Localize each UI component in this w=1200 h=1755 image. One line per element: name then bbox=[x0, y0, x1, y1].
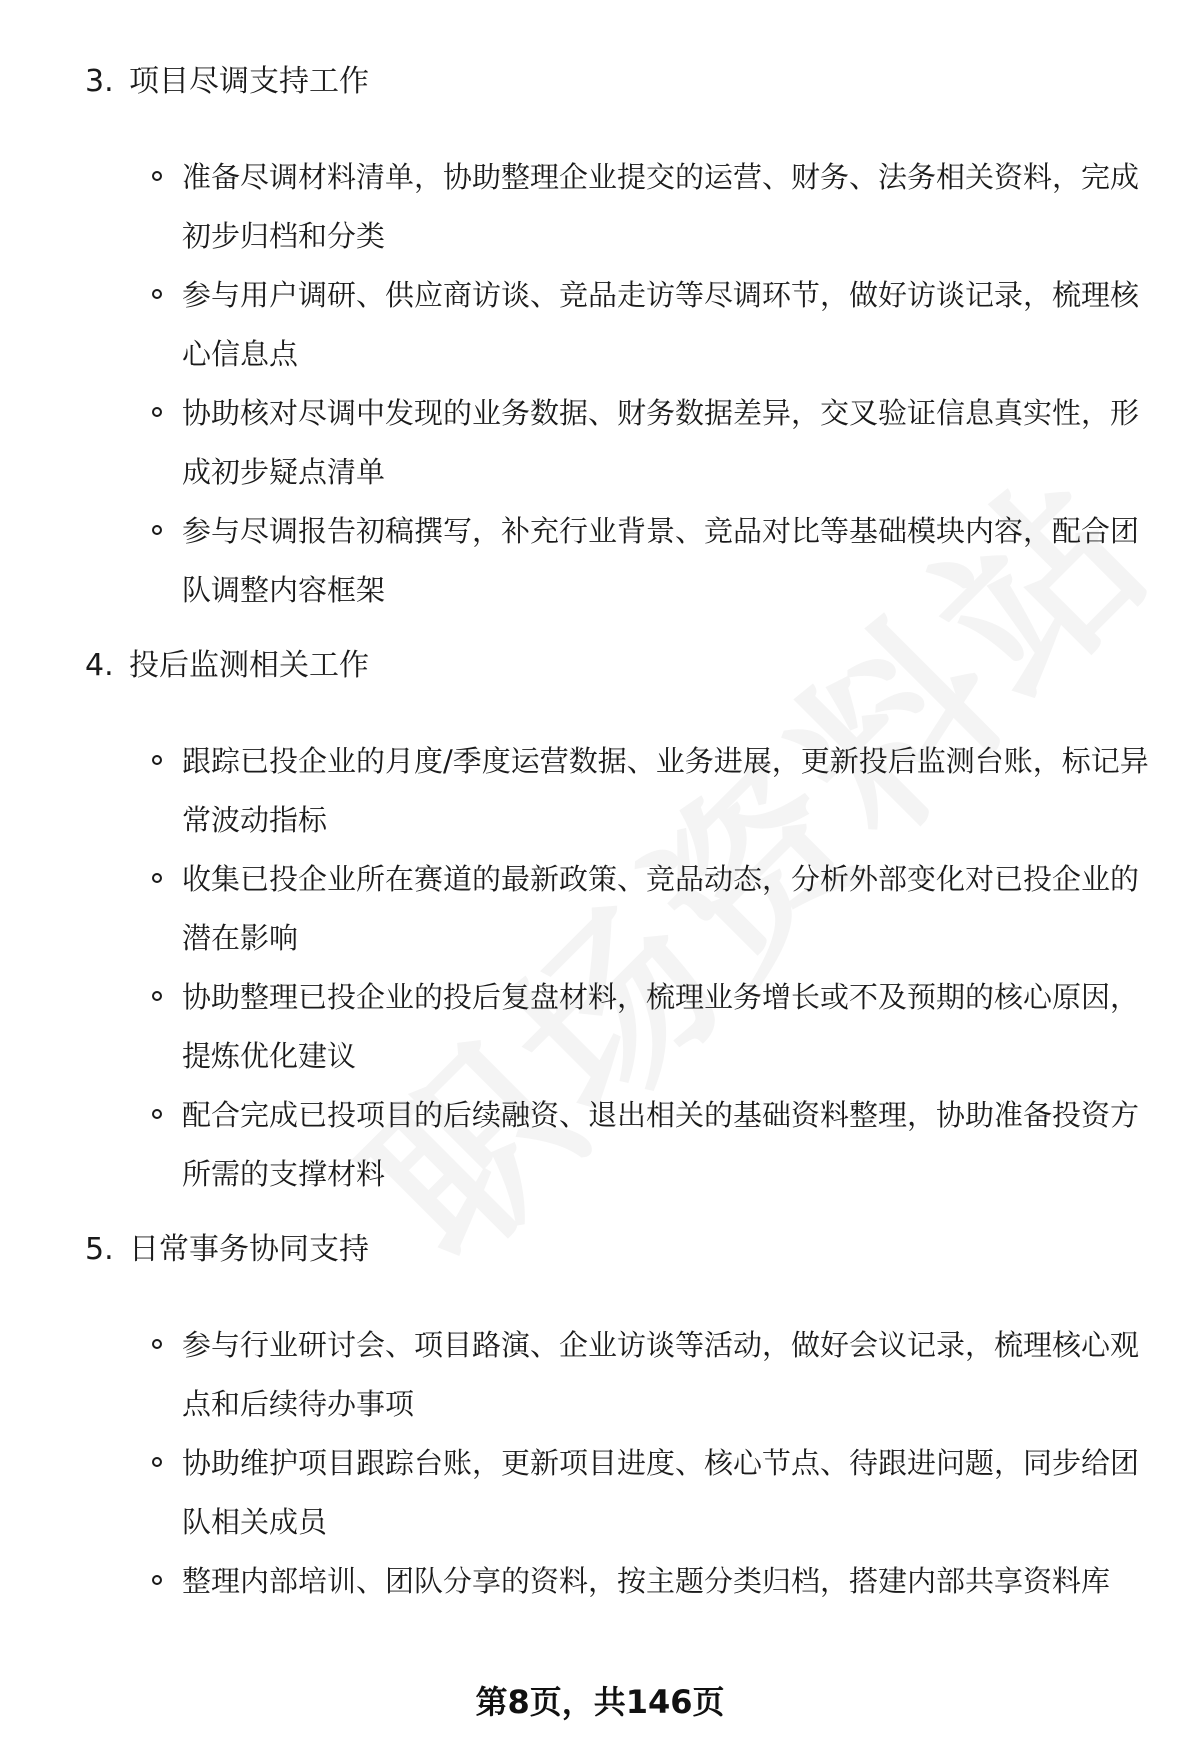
section-3 bbox=[0, 62, 1200, 620]
list-item-text: 收集已投企业所在赛道的最新政策、竞品动态，分析外部变化对已投企业的潜在影响 bbox=[182, 862, 1140, 955]
section-number: 5. bbox=[85, 1232, 114, 1267]
section-heading bbox=[85, 1230, 1200, 1270]
list-item-text: 跟踪已投企业的月度/季度运营数据、业务进展，更新投后监测台账，标记异常波动指标 bbox=[182, 744, 1149, 837]
section-title: 项目尽调支持工作 bbox=[129, 64, 369, 99]
list-item-text: 协助核对尽调中发现的业务数据、财务数据差异，交叉验证信息真实性，形成初步疑点清单 bbox=[182, 396, 1140, 489]
bullet-circle-icon bbox=[152, 1339, 162, 1349]
bullet-list bbox=[0, 732, 1200, 1204]
section-heading bbox=[85, 646, 1200, 686]
list-item bbox=[182, 1434, 1150, 1552]
list-item-text: 协助维护项目跟踪台账，更新项目进度、核心节点、待跟进问题，同步给团队相关成员 bbox=[182, 1446, 1140, 1539]
bullet-circle-icon bbox=[152, 525, 162, 535]
bullet-circle-icon bbox=[152, 755, 162, 765]
list-item-text: 协助整理已投企业的投后复盘材料，梳理业务增长或不及预期的核心原因，提炼优化建议 bbox=[182, 980, 1140, 1073]
list-item-text: 参与尽调报告初稿撰写，补充行业背景、竞品对比等基础模块内容，配合团队调整内容框架 bbox=[182, 514, 1140, 607]
list-item bbox=[182, 148, 1150, 266]
list-item bbox=[182, 384, 1150, 502]
list-item-text: 参与用户调研、供应商访谈、竞品走访等尽调环节，做好访谈记录，梳理核心信息点 bbox=[182, 278, 1140, 371]
section-number: 4. bbox=[85, 648, 114, 683]
page-footer: 第8页，共146页 bbox=[475, 1683, 725, 1721]
list-item-text: 准备尽调材料清单，协助整理企业提交的运营、财务、法务相关资料，完成初步归档和分类 bbox=[182, 160, 1140, 253]
section-number: 3. bbox=[85, 64, 114, 99]
list-item bbox=[182, 968, 1150, 1086]
list-item bbox=[182, 1086, 1150, 1204]
bullet-circle-icon bbox=[152, 1575, 162, 1585]
section-title: 投后监测相关工作 bbox=[129, 648, 369, 683]
section-5 bbox=[0, 1230, 1200, 1611]
section-heading bbox=[85, 62, 1200, 102]
list-item-text: 参与行业研讨会、项目路演、企业访谈等活动，做好会议记录，梳理核心观点和后续待办事项 bbox=[182, 1328, 1140, 1421]
bullet-circle-icon bbox=[152, 873, 162, 883]
bullet-circle-icon bbox=[152, 1457, 162, 1467]
bullet-circle-icon bbox=[152, 289, 162, 299]
list-item bbox=[182, 732, 1150, 850]
list-item bbox=[182, 1316, 1150, 1434]
list-item bbox=[182, 266, 1150, 384]
bullet-circle-icon bbox=[152, 991, 162, 1001]
bullet-circle-icon bbox=[152, 171, 162, 181]
list-item bbox=[182, 850, 1150, 968]
list-item-text: 整理内部培训、团队分享的资料，按主题分类归档，搭建内部共享资料库 bbox=[182, 1564, 1111, 1598]
bullet-list bbox=[0, 1316, 1200, 1611]
section-title: 日常事务协同支持 bbox=[129, 1232, 369, 1267]
list-item bbox=[182, 502, 1150, 620]
section-4 bbox=[0, 646, 1200, 1204]
bullet-list bbox=[0, 148, 1200, 620]
list-item-text: 配合完成已投项目的后续融资、退出相关的基础资料整理，协助准备投资方所需的支撑材料 bbox=[182, 1098, 1140, 1191]
bullet-circle-icon bbox=[152, 407, 162, 417]
bullet-circle-icon bbox=[152, 1109, 162, 1119]
list-item bbox=[182, 1552, 1150, 1611]
